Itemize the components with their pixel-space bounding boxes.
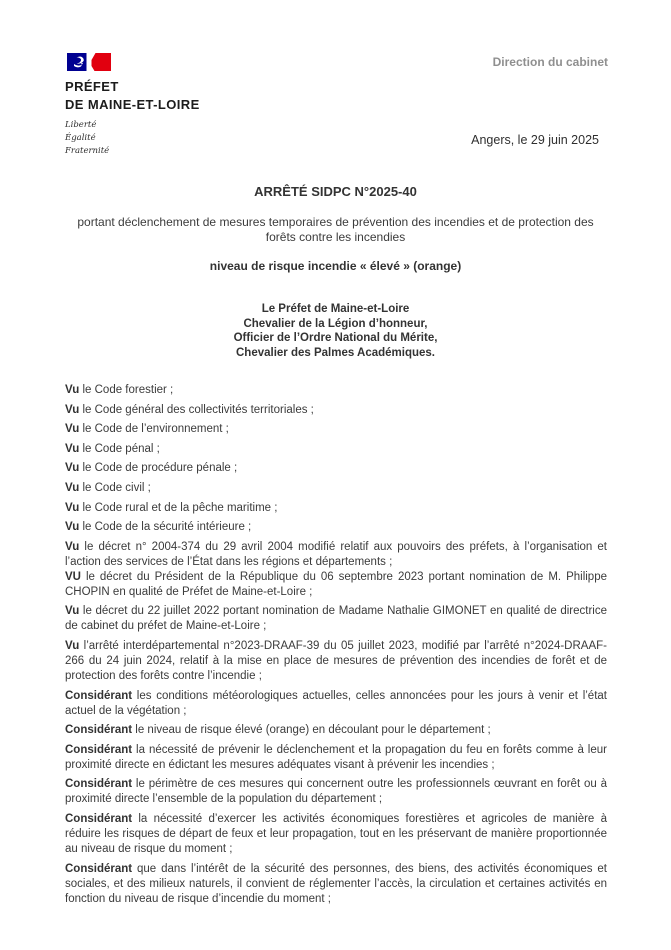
recital-paragraph [65,540,607,570]
recital-lead-word: Vu [65,462,80,475]
authority-line: Chevalier de la Légion d’honneur, [243,317,428,330]
french-flag-icon [67,53,111,71]
recital-lead-word: Vu [65,605,80,618]
recital-text: la nécessité de prévenir le déclenchement et la propagation du feu en forêts comme à leur proximité directe en édictant les mesures adéquates visant à prévenir les incendies ; [65,743,607,771]
prefecture-logo [65,53,200,157]
authority-line: Le Préfet de Maine-et-Loire [261,303,410,315]
recital-paragraph [65,777,607,807]
recital-lead-word: Vu [65,384,80,396]
recital-paragraph [65,570,607,600]
decree-title: ARRÊTÉ SIDPC N°2025-40 [254,184,417,199]
recital-lead-word: Considérant [65,743,133,756]
recital-text: le Code forestier ; [79,384,174,396]
recital-paragraph [65,442,607,457]
recital-paragraph [65,639,607,684]
recital-paragraph [65,812,607,857]
recital-paragraph [65,481,607,496]
recital-lead-word: Vu [65,442,80,455]
recital-paragraph [65,689,607,719]
recital-lead-word: Vu [65,639,80,652]
risk-level-line: niveau de risque incendie « élevé » (orange) [209,259,462,273]
recital-paragraph [65,422,607,437]
recital-paragraph [65,520,607,535]
republic-motto [65,119,200,157]
recital-text: les conditions météorologiques actuelles, celles annoncées pour les jours à venir et l’état actuel de la végétation ; [65,689,607,717]
place-and-date: Angers, le 29 juin 2025 [471,133,599,147]
recital-text: le Code de l’environnement ; [79,423,229,436]
recital-paragraph [65,403,607,418]
recital-lead-word: Vu [65,521,80,534]
recital-text: le Code général des collectivités territoriales ; [79,403,314,416]
motto-egalite: Égalité [65,132,96,143]
recitals-list [65,383,607,911]
issuing-office: Direction du cabinet [492,55,608,69]
authority-line: Chevalier des Palmes Académiques. [235,346,435,359]
recital-lead-word: Considérant [65,689,133,702]
motto-fraternite: Fraternité [65,145,110,156]
recital-text: la nécessité d’exercer les activités économiques forestières et agricoles de manière à réduire les risques de départ de feux et leur propagation, tout en les préservant de manière proportionnée au niveau de risque du moment ; [65,812,607,855]
recital-lead-word: Considérant [65,778,133,791]
recital-text: le décret du Président de la République du 06 septembre 2023 portant nomination de M. Philippe CHOPIN en qualité de Préfet de Maine-et-Loire ; [65,570,607,598]
recital-text: le décret n° 2004-374 du 29 avril 2004 modifié relatif aux pouvoirs des préfets, à l’organisation et l’action des services de l’État dans les régions et départements ; [65,540,607,568]
recital-text: le Code rural et de la pêche maritime ; [79,501,278,514]
recital-text: le Code de procédure pénale ; [79,462,238,475]
recital-text: le Code pénal ; [79,442,160,455]
recital-text: le Code civil ; [79,481,151,494]
recital-lead-word: Considérant [65,862,133,875]
recital-lead-word: Vu [65,540,80,553]
recital-lead-word: Vu [65,481,80,494]
recital-lead-word: Considérant [65,812,133,825]
authority-block [0,302,671,360]
recital-lead-word: Vu [65,403,80,416]
recital-lead-word: Vu [65,423,80,436]
recital-text: le niveau de risque élevé (orange) en découlant pour le département ; [132,724,491,737]
recital-text: le Code de la sécurité intérieure ; [79,521,252,534]
recital-text: le décret du 22 juillet 2022 portant nomination de Madame Nathalie GIMONET en qualité de directrice de cabinet du préfet de Maine-et-Loire ; [65,605,607,633]
recital-text: l’arrêté interdépartemental n°2023-DRAAF-39 du 05 juillet 2023, modifié par l’arrêté n°2024-DRAAF-266 du 24 juin 2024, relatif à la mise en place de mesures de prévention des incendies de forêt et de protection des forêts contre l’incendie ; [65,639,607,682]
recital-paragraph [65,743,607,773]
recital-lead-word: Vu [65,501,80,514]
recital-text: que dans l’intérêt de la sécurité des personnes, des biens, des activités économiques et sociales, et des milieux naturels, il convient de réglementer l’accès, la circulation et certaines activités en fonction du niveau de risque d’incendie du moment ; [65,862,607,905]
recital-paragraph [65,723,607,738]
recital-lead-word: VU [65,570,81,583]
recital-paragraph [65,461,607,476]
recital-paragraph [65,604,607,634]
recital-text: le périmètre de ces mesures qui concernent outre les professionnels œuvrant en forêt ou à proximité directe l’ensemble de la population du département ; [65,778,607,806]
recital-paragraph [65,383,607,398]
recital-paragraph [65,862,607,907]
motto-liberte: Liberté [65,120,97,131]
recital-paragraph [65,501,607,516]
recital-lead-word: Considérant [65,724,133,737]
prefecture-name-line2: DE MAINE-ET-LOIRE [65,96,200,112]
decree-subject: portant déclenchement de mesures temporaires de prévention des incendies et de protection des forêts contre les incendies [77,215,594,244]
authority-line: Officier de l’Ordre National du Mérite, [233,332,438,345]
prefecture-name-line1: PRÉFET [65,79,119,94]
